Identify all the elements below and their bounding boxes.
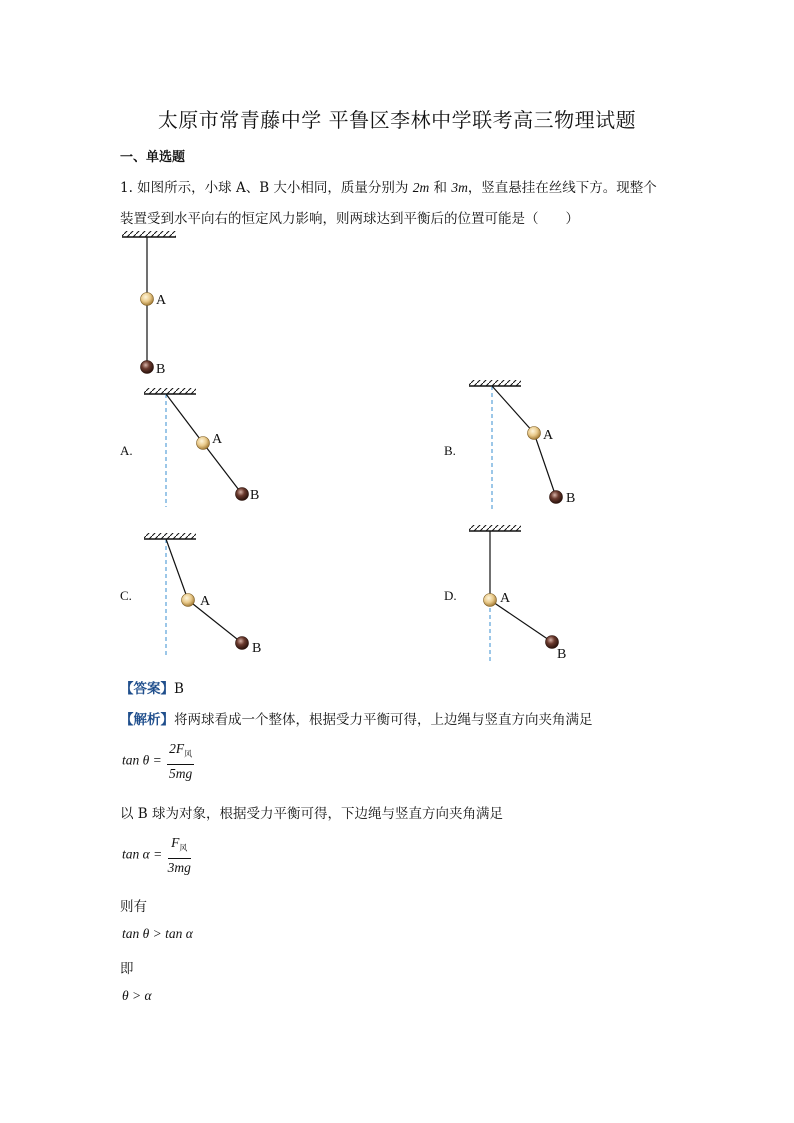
option-a-figure xyxy=(140,385,280,510)
fraction-denominator: 5mg xyxy=(169,765,193,781)
formula-tan-alpha xyxy=(122,834,191,877)
option-b-figure xyxy=(465,377,605,512)
option-c-figure xyxy=(140,530,280,660)
question-text: 1. 如图所示，小球 A、B 大小相同，质量分别为 xyxy=(120,180,413,196)
ball-a xyxy=(141,293,154,306)
formula-compare-angle: θ > α xyxy=(122,988,152,1003)
analysis-tag: 【解析】 xyxy=(120,712,174,728)
fraction xyxy=(168,834,191,877)
analysis-line-3: 则有 xyxy=(120,899,147,915)
numerator-text: 2F xyxy=(169,741,185,756)
label-a: A xyxy=(200,594,211,609)
mass-a: 2m xyxy=(412,180,430,195)
ball-b xyxy=(236,637,249,650)
analysis-line-2: 以 B 球为对象，根据受力平衡可得，下边绳与竖直方向夹角满足 xyxy=(120,806,504,822)
formula-compare-tan: tan θ > tan α xyxy=(122,926,193,941)
label-b: B xyxy=(566,491,576,506)
analysis-line-1 xyxy=(120,708,593,728)
option-d-figure xyxy=(465,522,605,662)
ball-b xyxy=(550,491,563,504)
initial-figure xyxy=(118,228,188,378)
fraction-denominator: 3mg xyxy=(167,859,191,875)
option-b-label: B. xyxy=(444,443,456,458)
analysis-line-4: 即 xyxy=(120,961,134,977)
formula-lhs: tan α = xyxy=(122,846,163,862)
label-b: B xyxy=(557,647,567,662)
ball-a xyxy=(528,427,541,440)
ball-b xyxy=(141,361,154,374)
answer-value: B xyxy=(174,681,184,697)
label-a: A xyxy=(156,293,167,308)
ball-a xyxy=(197,437,210,450)
mass-b: 3m xyxy=(451,180,468,195)
option-d-label: D. xyxy=(444,588,457,603)
formula-tan-theta xyxy=(122,740,194,783)
answer-line xyxy=(120,677,184,697)
page-title: 太原市常青藤中学 平鲁区李林中学联考高三物理试题 xyxy=(157,108,637,132)
ball-a xyxy=(182,594,195,607)
option-c-label: C. xyxy=(120,588,132,603)
numerator-subscript: 风 xyxy=(184,749,193,759)
fraction xyxy=(167,740,194,783)
question-line-1 xyxy=(120,176,657,196)
question-text: ，竖直悬挂在丝线下方。现整个 xyxy=(467,180,657,196)
analysis-text: 将两球看成一个整体，根据受力平衡可得，上边绳与竖直方向夹角满足 xyxy=(174,712,593,728)
label-a: A xyxy=(543,428,554,443)
question-line-2: 装置受到水平向右的恒定风力影响，则两球达到平衡后的位置可能是（ ） xyxy=(120,211,579,227)
label-b: B xyxy=(156,362,166,377)
question-text: 和 xyxy=(429,180,452,196)
answer-tag: 【答案】 xyxy=(120,681,174,697)
fraction-numerator xyxy=(167,740,194,765)
ball-a xyxy=(484,594,497,607)
numerator-text: F xyxy=(171,835,180,850)
section-heading: 一、单选题 xyxy=(120,150,186,165)
label-b: B xyxy=(252,641,262,656)
label-a: A xyxy=(500,591,511,606)
option-a-label: A. xyxy=(120,443,133,458)
fraction-numerator xyxy=(168,834,191,859)
formula-lhs: tan θ = xyxy=(122,752,162,768)
label-a: A xyxy=(212,432,223,447)
numerator-subscript: 风 xyxy=(179,843,188,853)
ball-b xyxy=(236,488,249,501)
label-b: B xyxy=(250,488,260,503)
